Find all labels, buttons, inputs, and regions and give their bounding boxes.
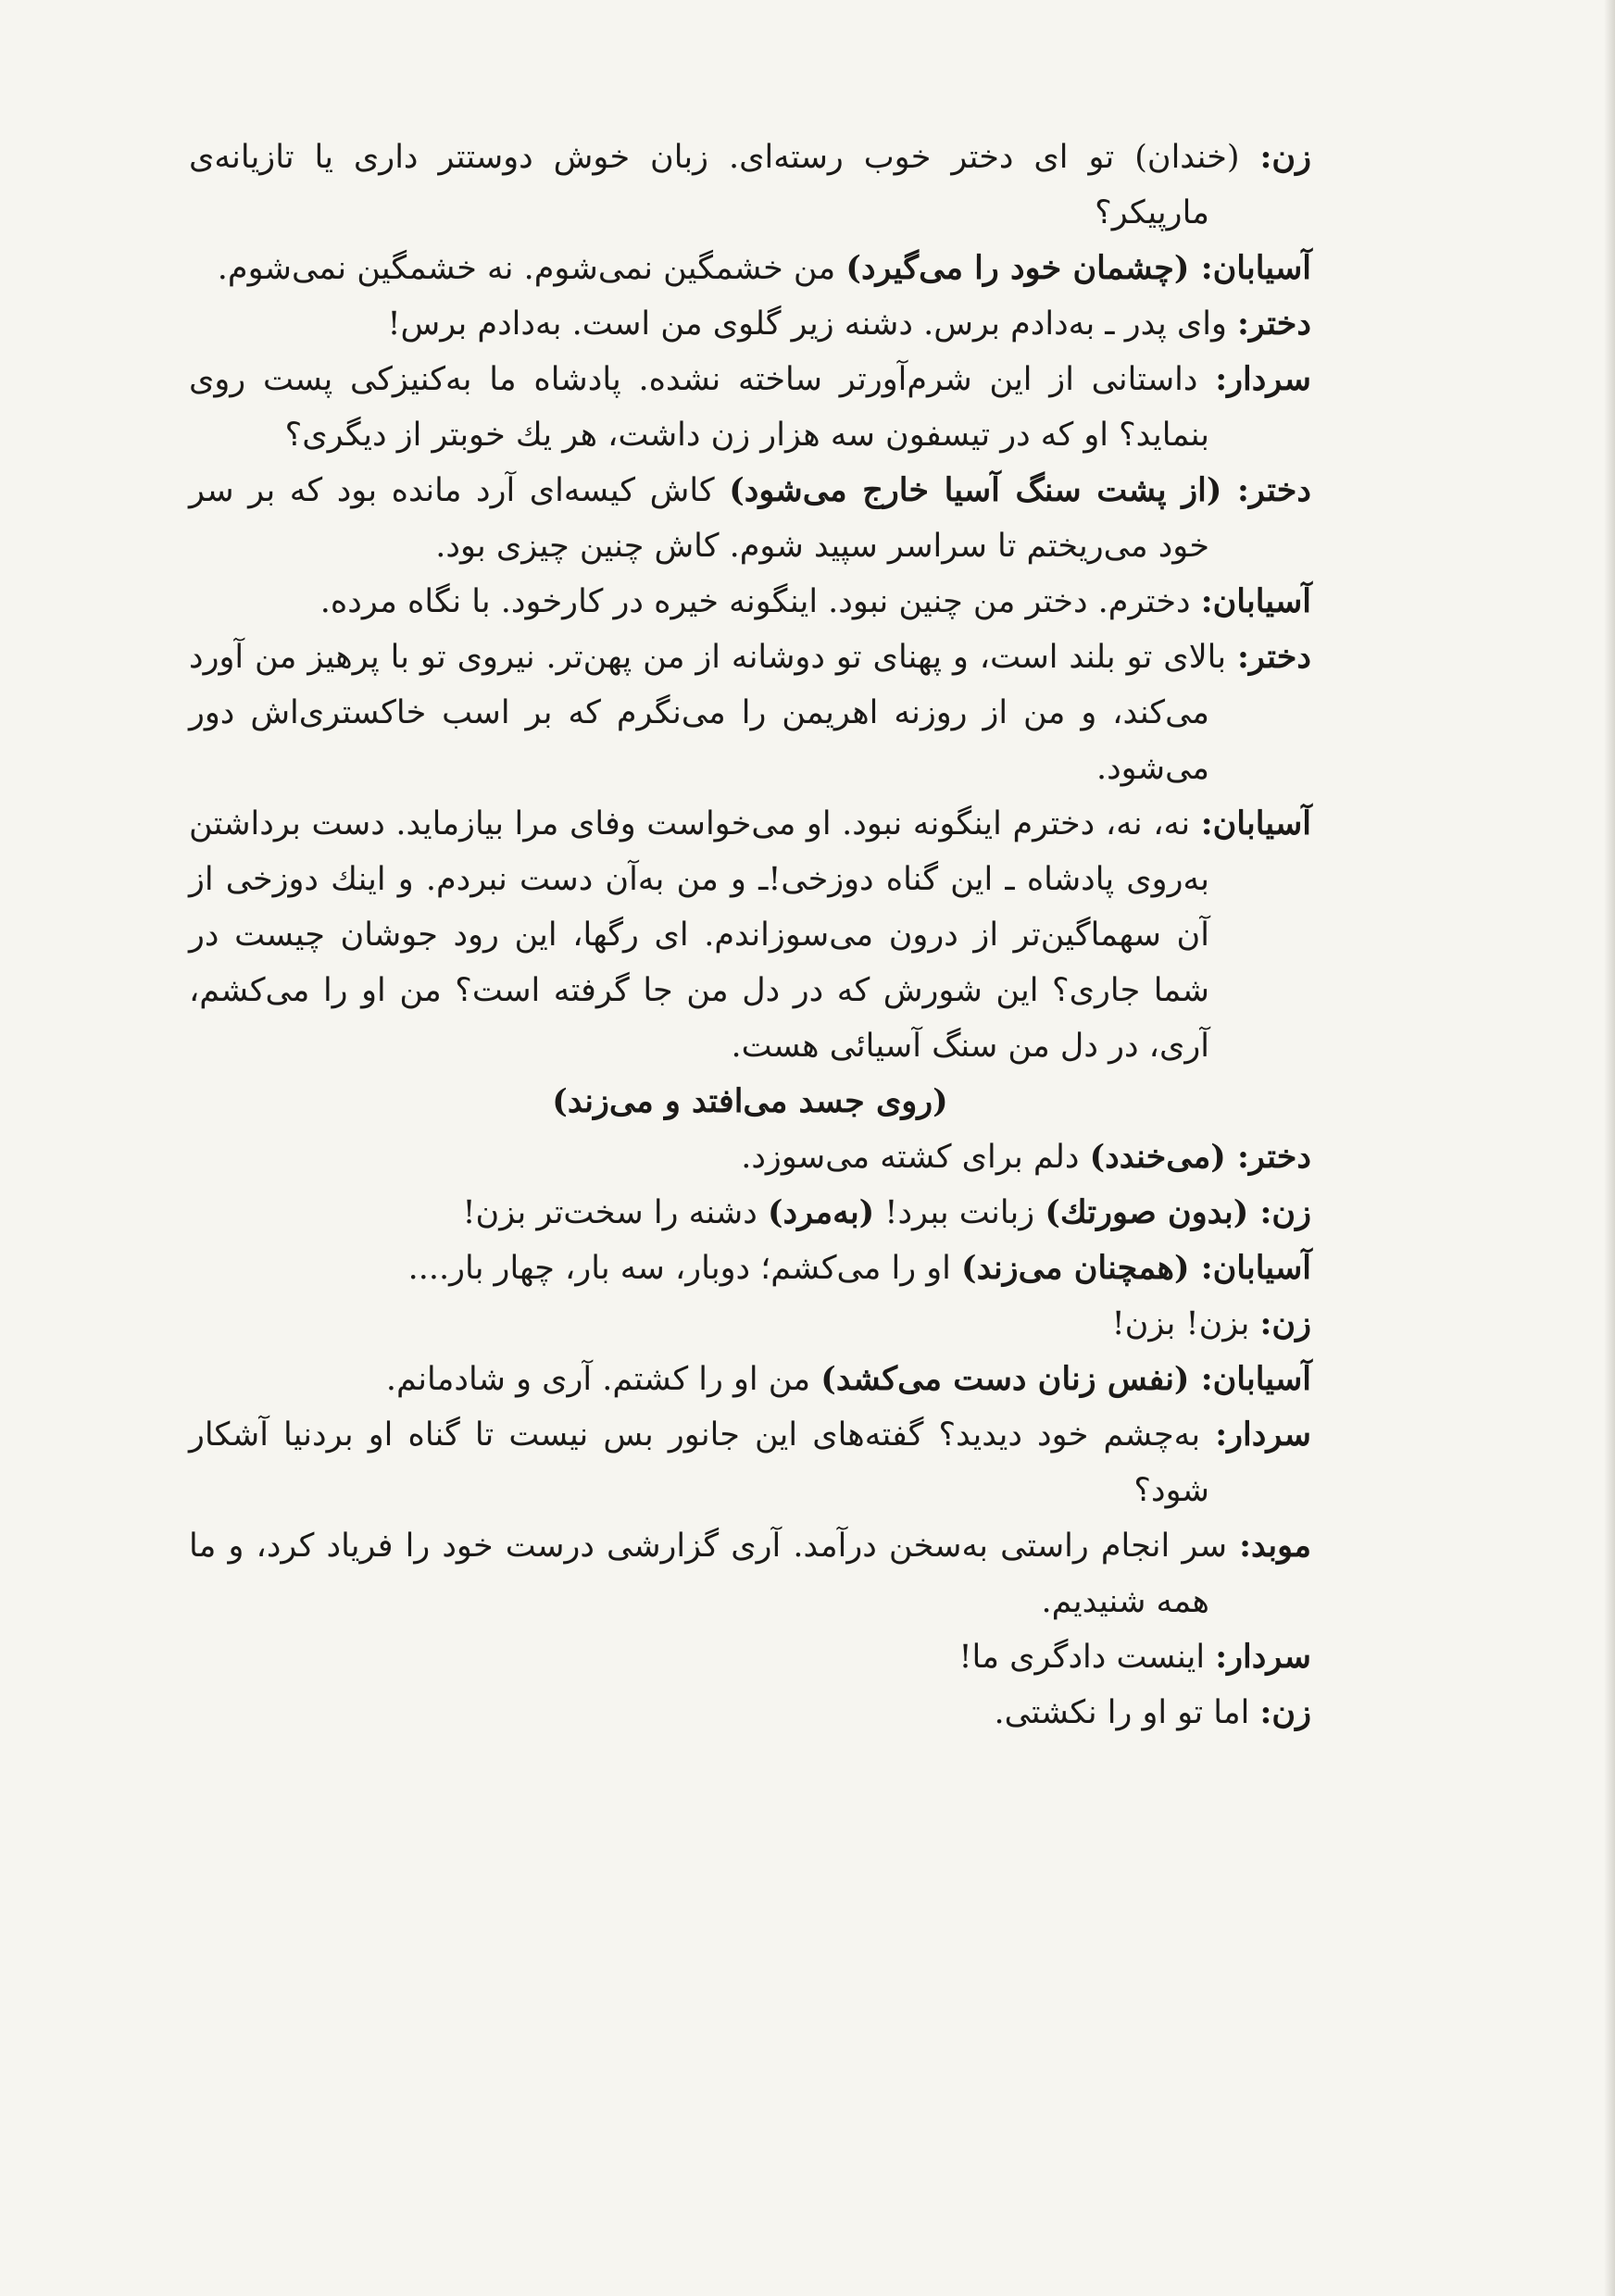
speaker-name: زن: bbox=[1259, 1193, 1311, 1231]
dialogue-line: دشنه را سخت‌تر بزن! bbox=[462, 1194, 768, 1231]
stage-direction-inline: (چشمان خود را می‌گیرد) bbox=[845, 249, 1201, 287]
speaker-name: آسیابان: bbox=[1200, 1249, 1311, 1287]
speaker-name: سردار: bbox=[1215, 1416, 1311, 1454]
speaker-name: موبد: bbox=[1239, 1527, 1311, 1565]
dialogue-paragraph bbox=[189, 463, 1311, 574]
speaker-name: دختر: bbox=[1236, 1138, 1311, 1176]
speaker-name: آسیابان: bbox=[1200, 1360, 1311, 1398]
dialogue-line: من خشمگین نمی‌شوم. نه خشمگین نمی‌شوم. bbox=[217, 250, 846, 287]
dialogue-paragraph bbox=[189, 352, 1311, 463]
dialogue-paragraph bbox=[189, 796, 1311, 1074]
dialogue-paragraph bbox=[189, 1352, 1311, 1407]
dialogue-line: سر انجام راستی به‌سخن درآمد. آری گزارشی درست خود را فریاد کرد، و ما همه شنیدیم. bbox=[189, 1528, 1240, 1620]
speaker-name: آسیابان: bbox=[1200, 582, 1311, 620]
dialogue-paragraph bbox=[189, 296, 1311, 352]
dialogue-line: من او را کشتم. آری و شادمانم. bbox=[385, 1361, 821, 1398]
dialogue-paragraph bbox=[189, 630, 1311, 796]
dialogue-paragraph bbox=[189, 1185, 1311, 1241]
dialogue-line: اینست دادگری ما! bbox=[958, 1639, 1216, 1676]
speaker-name: آسیابان: bbox=[1200, 249, 1311, 287]
dialogue-line: نه، نه، دخترم اینگونه نبود. او می‌خواست وفای مرا بیازماید. دست برداشتن به‌روی پادشاه ـ این گناه دوزخی!ـ و من به‌آن دست نبردم. و اینك دوزخی از آن سهماگین‌تر از درون می‌سوزاندم. ای رگها، این رود جوشان چیست در شما جاری؟ این شورش که در دل من جا گرفته است؟ من او را می‌کشم، آری، در دل من سنگ آسیائی هست. bbox=[189, 805, 1209, 1065]
stage-direction-inline: (همچنان می‌زند) bbox=[961, 1249, 1201, 1287]
dialogue-line: کاش کیسه‌ای آرد مانده بود که بر سر خود می‌ریختم تا سراسر سپید شوم. کاش چنین چیزی بود. bbox=[189, 472, 1209, 565]
stage-direction-inline: (می‌خندد) bbox=[1089, 1138, 1237, 1176]
dialogue-line: دخترم. دختر من چنین نبود. اینگونه خیره در کارخود. با نگاه مرده. bbox=[319, 583, 1201, 620]
dialogue-paragraph bbox=[189, 1518, 1311, 1629]
speaker-name: زن: bbox=[1259, 1304, 1311, 1342]
play-dialogue-text bbox=[189, 130, 1311, 1741]
dialogue-line: وای پدر ـ به‌دادم برس. دشنه زیر گلوی من است. به‌دادم برس! bbox=[387, 306, 1237, 343]
dialogue-line: بزن! بزن! bbox=[1111, 1305, 1260, 1342]
speaker-name: زن: bbox=[1259, 138, 1311, 176]
dialogue-line: اما تو او را نکشتی. bbox=[994, 1694, 1260, 1731]
dialogue-line: (خندان) تو ای دختر خوب رسته‌ای. زبان خوش دوستتر داری یا تازیانه‌ی مارپیکر؟ bbox=[189, 139, 1260, 231]
dialogue-paragraph bbox=[189, 574, 1311, 630]
stage-direction-inline: (از پشت سنگ آسیا خارج می‌شود) bbox=[729, 471, 1237, 509]
dialogue-line: او را می‌کشم؛ دوبار، سه بار، چهار بار.... bbox=[407, 1250, 962, 1287]
dialogue-line: بالای تو بلند است، و پهنای تو دوشانه از من پهن‌تر. نیروی تو با پرهیز من آورد می‌کند، و من از روزنه اهریمن را می‌نگرم که بر اسب خاکستری‌اش دور می‌شود. bbox=[189, 639, 1237, 787]
dialogue-line: دلم برای کشته می‌سوزد. bbox=[741, 1139, 1090, 1176]
dialogue-line: داستانی از این شرم‌آورتر ساخته نشده. پادشاه ما به‌کنیزکی پست روی بنماید؟ او که در تیسفون سه هزار زن داشت، هر یك خوبتر از دیگری؟ bbox=[189, 361, 1216, 454]
speaker-name: زن: bbox=[1259, 1693, 1311, 1731]
stage-direction-inline: (نفس زنان دست می‌کشد) bbox=[820, 1360, 1201, 1398]
stage-direction-inline: (به‌مرد) bbox=[767, 1193, 875, 1231]
dialogue-paragraph bbox=[189, 1629, 1311, 1685]
dialogue-paragraph bbox=[189, 1685, 1311, 1741]
speaker-name: سردار: bbox=[1215, 1638, 1311, 1676]
dialogue-paragraph bbox=[189, 1129, 1311, 1185]
speaker-name: آسیابان: bbox=[1200, 805, 1311, 842]
dialogue-paragraph bbox=[189, 1407, 1311, 1518]
speaker-name: دختر: bbox=[1236, 305, 1311, 343]
speaker-name: دختر: bbox=[1236, 638, 1311, 676]
dialogue-line: زبانت ببرد! bbox=[874, 1194, 1045, 1231]
dialogue-paragraph bbox=[189, 130, 1311, 241]
dialogue-paragraph bbox=[189, 241, 1311, 296]
dialogue-line: به‌چشم خود دیدید؟ گفته‌های این جانور بس نیست تا گناه او بردنیا آشکار شود؟ bbox=[189, 1416, 1216, 1509]
speaker-name: دختر: bbox=[1236, 471, 1311, 509]
dialogue-paragraph bbox=[189, 1241, 1311, 1296]
speaker-name: سردار: bbox=[1215, 360, 1311, 398]
stage-direction: (روی جسد می‌افتد و می‌زند) bbox=[552, 1082, 948, 1120]
stage-direction-inline: (بدون صورتك) bbox=[1045, 1193, 1260, 1231]
dialogue-paragraph bbox=[189, 1296, 1311, 1352]
page-edge-shadow bbox=[1604, 0, 1615, 2296]
